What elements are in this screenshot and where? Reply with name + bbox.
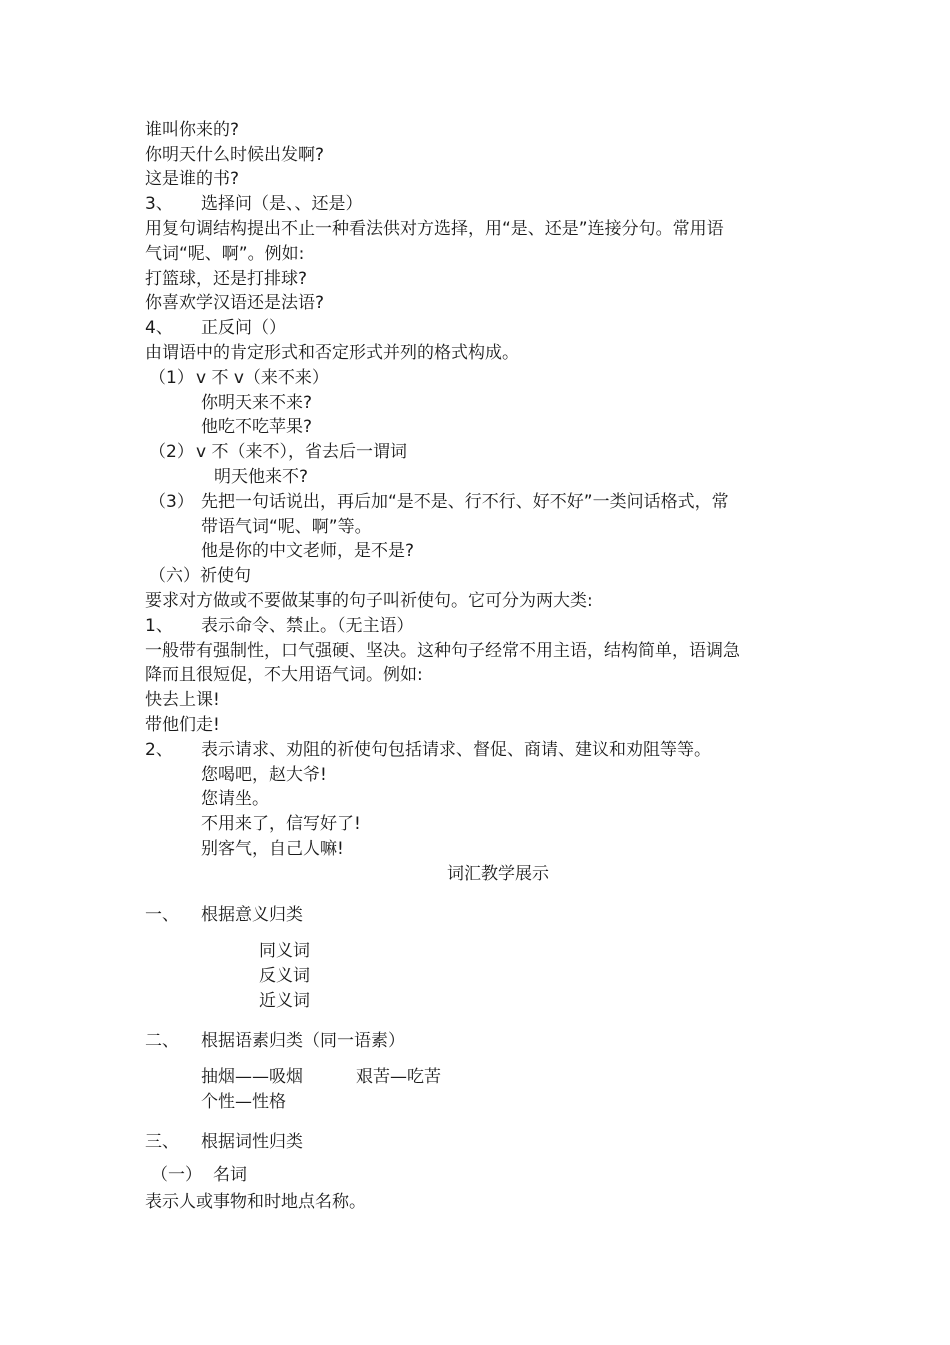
section-title: （六）祈使句 [149, 566, 251, 586]
section-number: 3、 [145, 194, 173, 214]
section-title: 表示请求、劝阻的祈使句包括请求、督促、商请、建议和劝阻等等。 [201, 740, 711, 760]
section-number: 二、 [145, 1031, 179, 1051]
section-title: 正反问（） [201, 318, 286, 338]
section-number: 三、 [145, 1132, 179, 1152]
text-line: 同义词 [259, 941, 310, 961]
section-title: 根据语素归类（同一语素） [201, 1031, 405, 1051]
item-text: 先把一句话说出，再后加“是不是、行不行、好不好”一类问话格式，常 [201, 492, 729, 512]
section-number: 4、 [145, 318, 173, 338]
text-line: 打篮球，还是打排球? [145, 269, 308, 289]
text-line: 个性—性格 [201, 1092, 286, 1112]
text-line: 快去上课! [145, 690, 220, 710]
text-line: 反义词 [259, 966, 310, 986]
section-number: 1、 [145, 616, 173, 636]
text-line: 您喝吧，赵大爷! [201, 765, 327, 785]
section-title: 根据词性归类 [201, 1132, 303, 1152]
item-number: （1） [149, 368, 194, 388]
text-line: 由谓语中的肯定形式和否定形式并列的格式构成。 [145, 343, 519, 363]
text-line: 明天他来不? [214, 467, 309, 487]
text-line: 你明天来不来? [201, 393, 313, 413]
text-line: 他吃不吃苹果? [201, 417, 313, 437]
item-text: v 不 v（来不来） [196, 368, 329, 388]
text-line: 不用来了，信写好了! [201, 814, 361, 834]
text-line: 谁叫你来的? [145, 120, 240, 140]
section-title: 根据意义归类 [201, 905, 303, 925]
item-number: （3） [149, 492, 194, 512]
section-title: 表示命令、禁止。（无主语） [201, 616, 414, 636]
text-line: 近义词 [259, 991, 310, 1011]
text-line: 带语气词“呢、啊”等。 [201, 517, 372, 537]
text-line: 你喜欢学汉语还是法语? [145, 293, 325, 313]
text-line: 这是谁的书? [145, 169, 240, 189]
text-line: 你明天什么时候出发啊? [145, 145, 325, 165]
text-line: 降而且很短促，不大用语气词。例如: [145, 665, 423, 685]
item-number: （2） [149, 442, 194, 462]
page-heading: 词汇教学展示 [447, 864, 549, 884]
text-line: 他是你的中文老师，是不是? [201, 541, 415, 561]
item-text: 名词 [213, 1165, 247, 1185]
text-line: 气词“呢、啊”。例如: [145, 244, 305, 264]
text-line: 一般带有强制性，口气强硬、坚决。这种句子经常不用主语，结构简单，语调急 [145, 641, 740, 661]
section-number: 2、 [145, 740, 173, 760]
text-line: 带他们走! [145, 715, 220, 735]
item-text: v 不（来不），省去后一谓词 [196, 442, 407, 462]
text-line: 抽烟——吸烟 [201, 1067, 303, 1087]
text-line: 表示人或事物和时地点名称。 [145, 1192, 366, 1212]
text-line: 要求对方做或不要做某事的句子叫祈使句。它可分为两大类: [145, 591, 593, 611]
section-title: 选择问（是、、还是） [201, 194, 363, 214]
text-line: 艰苦—吃苦 [356, 1067, 441, 1087]
text-line: 别客气，自己人嘛! [201, 839, 344, 859]
section-number: 一、 [145, 905, 179, 925]
text-line: 您请坐。 [201, 789, 269, 809]
text-line: 用复句调结构提出不止一种看法供对方选择，用“是、还是”连接分句。常用语 [145, 219, 724, 239]
item-number: （一） [151, 1165, 202, 1185]
